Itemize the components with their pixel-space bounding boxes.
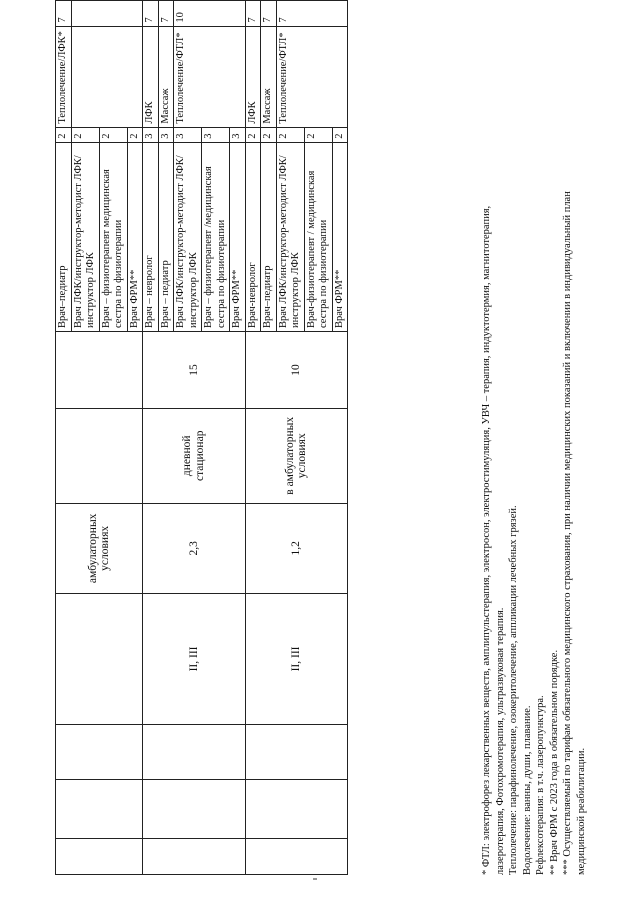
specialist-cell: Врач ЛФК/инструктор-методист ЛФК/инструктор ЛФК: [276, 142, 304, 331]
procedure-count-cell: 7: [158, 1, 174, 27]
procedure-count-cell: 7: [261, 1, 277, 27]
footnote-heat: Теплолечение: парафинолечение, озокеритолечение, аппликации лечебных грязей.: [508, 505, 519, 875]
count-cell: 2: [332, 127, 348, 142]
rehabilitation-table: [55, 0, 348, 875]
specialist-cell: Врач ФРМ**: [230, 142, 246, 331]
count-cell: 3: [158, 127, 174, 142]
condition-cell: дневной стационар: [143, 409, 246, 503]
empty-cell: [56, 838, 143, 874]
count-cell: 3: [174, 127, 202, 142]
count-cell: 2: [261, 127, 277, 142]
condition-cell: в амбулаторных условиях: [245, 409, 348, 503]
count-cell: 2: [245, 127, 261, 142]
specialist-cell: Врач–педиатр: [261, 142, 277, 331]
empty-cell: [71, 26, 143, 127]
duration-cell: 10: [245, 332, 348, 409]
footnotes: [480, 30, 588, 875]
footnote-ftl-continued: лазеротерапия, Фотохромотерапия, ультразвуковая терапия.: [494, 607, 506, 875]
empty-cell: [245, 838, 348, 874]
specialist-cell: Врач–педиатр: [56, 142, 72, 331]
procedure-cell: Массаж: [261, 26, 277, 127]
footnote-frm: ** Врач ФРМ с 2023 года в обязательном порядке.: [548, 649, 560, 875]
count-cell: 2: [99, 127, 127, 142]
specialist-cell: Врач – невролог: [143, 142, 159, 331]
empty-cell: [56, 724, 143, 779]
footnote-oms: *** Осуществляемый по тарифам обязательного медицинского страхования, при наличии медицинских показаний и включении в индивидуальный план: [562, 191, 573, 875]
specialist-cell: Врач-невролог: [245, 142, 261, 331]
procedure-count-cell: 7: [276, 1, 348, 27]
empty-cell: [143, 838, 246, 874]
scan-artifact: [313, 878, 317, 880]
footnote-water: Водолечение: ванны, души, плавание.: [521, 705, 533, 875]
specialist-cell: Врач – физиотерапевт /медицинская сестра по физиотерапии: [202, 142, 230, 331]
specialist-cell: Врач ФРМ**: [332, 142, 348, 331]
procedure-count-cell: 7: [56, 1, 72, 27]
table-row: [245, 1, 261, 875]
count-cell: 2: [71, 127, 99, 142]
procedure-cell: Теплолечение/ФТЛ*: [276, 26, 348, 127]
footnote-reflex: Рефлексотерапия: в т.ч. лазеропунктура.: [535, 695, 546, 875]
empty-cell: [71, 1, 143, 27]
count-cell: 3: [230, 127, 246, 142]
footnote-oms-continued: медицинской реабилитации.: [575, 747, 587, 875]
table-row: [143, 1, 159, 875]
footnote-ftl: * ФТЛ: электрофорез лекарственных веществ, амплипульстерапия, электросон, электростимуляция, УВЧ – терапия, индуктотермия, магнитотерапия,: [481, 205, 492, 875]
specialist-cell: Врач – физиотерапевт медицинская сестра по физиотерапии: [99, 142, 127, 331]
procedure-cell: ЛФК: [143, 26, 159, 127]
procedure-cell: ЛФК: [245, 26, 261, 127]
group-cell: II, III: [245, 594, 348, 725]
table-row: [56, 1, 72, 875]
empty-cell: [143, 724, 246, 779]
procedure-cell: Теплолечение/ФТЛ*: [174, 26, 246, 127]
count-cell: 2: [276, 127, 304, 142]
specialist-cell: Врач ФРМ**: [127, 142, 143, 331]
condition-cell: амбулаторных условиях: [56, 503, 143, 594]
count-cell: 2: [56, 127, 72, 142]
duration-cell: 15: [143, 332, 246, 409]
empty-cell: [56, 594, 143, 725]
group-cell: II, III: [143, 594, 246, 725]
specialist-cell: Врач ЛФК/инструктор-методист ЛФК/инструктор ЛФК: [174, 142, 202, 331]
count-cell: 3: [143, 127, 159, 142]
count-cell: 3: [202, 127, 230, 142]
empty-cell: [56, 409, 143, 503]
count-cell: 2: [127, 127, 143, 142]
empty-cell: [245, 724, 348, 779]
procedure-count-cell: 10: [174, 1, 246, 27]
specialist-cell: Врач-физиотерапевт / медицинская сестра по физиотерапии: [304, 142, 332, 331]
specialist-cell: Врач – педиатр: [158, 142, 174, 331]
stage-cell: 1,2: [245, 503, 348, 594]
procedure-cell: Теплолечение/ЛФК*: [56, 26, 72, 127]
empty-cell: [56, 332, 143, 409]
empty-cell: [56, 779, 143, 838]
procedure-cell: Массаж: [158, 26, 174, 127]
empty-cell: [143, 779, 246, 838]
procedure-count-cell: 7: [143, 1, 159, 27]
procedure-count-cell: 7: [245, 1, 261, 27]
count-cell: 2: [304, 127, 332, 142]
stage-cell: 2,3: [143, 503, 246, 594]
specialist-cell: Врач ЛФК/инструктор-методист ЛФК/инструктор ЛФК: [71, 142, 99, 331]
empty-cell: [245, 779, 348, 838]
